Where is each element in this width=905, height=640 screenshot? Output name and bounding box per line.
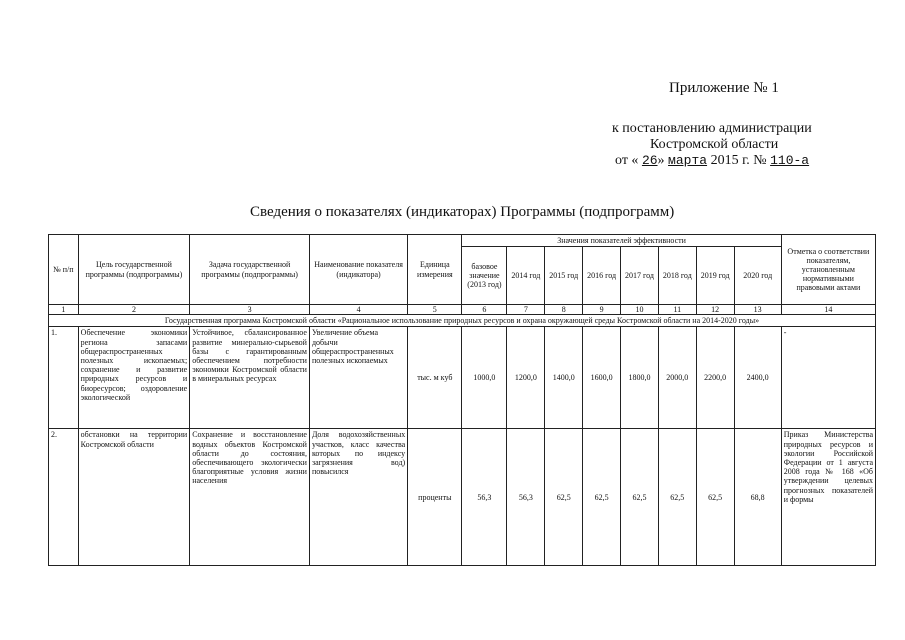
col-number: 11 — [658, 305, 696, 315]
col-number: 1 — [49, 305, 79, 315]
col-number: 3 — [190, 305, 310, 315]
row-value-2017: 1800,0 — [621, 327, 659, 429]
date-prefix: от « — [615, 153, 639, 168]
col-number: 4 — [309, 305, 407, 315]
indicators-table — [48, 234, 876, 566]
appendix-label: Приложение № 1 — [669, 80, 779, 96]
row-goal: обстановки на территории Костромской области — [78, 429, 190, 566]
row-unit: проценты — [408, 429, 462, 566]
row-mark: - — [781, 327, 875, 429]
row-value-2019: 62,5 — [696, 429, 734, 566]
row-value-2016: 62,5 — [583, 429, 621, 566]
col-number: 10 — [621, 305, 659, 315]
header-values-group: Значения показателей эффективности — [462, 235, 781, 247]
col-number: 8 — [545, 305, 583, 315]
decree-label: к постановлению администрации — [612, 121, 812, 136]
row-value-2016: 1600,0 — [583, 327, 621, 429]
header-unit: Единица измерения — [408, 235, 462, 305]
header-mark: Отметка о соответствии показателям, установленным нормативными правовыми актами — [781, 235, 875, 305]
col-number: 12 — [696, 305, 734, 315]
date-year: 2015 г. № — [710, 153, 767, 168]
row-value-2018: 62,5 — [658, 429, 696, 566]
table-row — [49, 327, 876, 429]
row-num: 1. — [49, 327, 79, 429]
row-unit: тыс. м куб — [408, 327, 462, 429]
region-label: Костромской области — [650, 137, 779, 152]
decree-date — [615, 153, 809, 169]
header-2020: 2020 год — [734, 247, 781, 305]
row-value-2017: 62,5 — [621, 429, 659, 566]
col-number: 6 — [462, 305, 507, 315]
row-value-2020: 2400,0 — [734, 327, 781, 429]
col-number: 5 — [408, 305, 462, 315]
date-day: 26 — [641, 153, 658, 168]
row-indicator: Доля водохозяйственных участков, класс качества которых по индексу загрязнения вод) повысился — [309, 429, 407, 566]
row-value-2014: 56,3 — [507, 429, 545, 566]
decree-number: 110-а — [770, 153, 810, 168]
row-value-2015: 62,5 — [545, 429, 583, 566]
row-value-2020: 68,8 — [734, 429, 781, 566]
col-number: 14 — [781, 305, 875, 315]
header-goal: Цель государственной программы (подпрограммы) — [78, 235, 190, 305]
row-value-base: 1000,0 — [462, 327, 507, 429]
col-number: 2 — [78, 305, 190, 315]
header-base: базовое значение (2013 год) — [462, 247, 507, 305]
header-2015: 2015 год — [545, 247, 583, 305]
row-task: Сохранение и восстановление водных объектов Костромской области до состояния, обеспечивающего экологически благоприятные условия жизни населения — [190, 429, 310, 566]
col-number: 7 — [507, 305, 545, 315]
header-task: Задача государственной программы (подпрограммы) — [190, 235, 310, 305]
header-2019: 2019 год — [696, 247, 734, 305]
row-num: 2. — [49, 429, 79, 566]
row-task: Устойчивое, сбалансированное развитие минерально-сырьевой базы с гарантированным обеспечением потребности экономики Костромской области в минеральных ресурсах — [190, 327, 310, 429]
date-month: марта — [668, 153, 708, 168]
date-mid: » — [657, 153, 665, 168]
header-2014: 2014 год — [507, 247, 545, 305]
row-goal: Обеспечение экономики региона запасами общераспространенных полезных ископаемых; сохранение и развитие природных ресурсов и биоресурсов; оздоровление экологической — [78, 327, 190, 429]
col-number: 9 — [583, 305, 621, 315]
header-num: № п/п — [49, 235, 79, 305]
row-value-base: 56,3 — [462, 429, 507, 566]
document-title: Сведения о показателях (индикаторах) Программы (подпрограмм) — [250, 204, 675, 220]
header-indicator: Наименование показателя (индикатора) — [309, 235, 407, 305]
row-value-2014: 1200,0 — [507, 327, 545, 429]
header-2018: 2018 год — [658, 247, 696, 305]
program-row: Государственная программа Костромской области «Рациональное использование природных ресурсов и охрана окружающей среды Костромской области на 2014-2020 годы» — [49, 315, 876, 327]
row-value-2018: 2000,0 — [658, 327, 696, 429]
header-2017: 2017 год — [621, 247, 659, 305]
row-mark: Приказ Министерства природных ресурсов и экологии Российской Федерации от 1 августа 2008 года № 168 «Об утверждении целевых прогнозных показателей и формы — [781, 429, 875, 566]
header-2016: 2016 год — [583, 247, 621, 305]
col-number: 13 — [734, 305, 781, 315]
row-value-2015: 1400,0 — [545, 327, 583, 429]
table-row — [49, 429, 876, 566]
row-value-2019: 2200,0 — [696, 327, 734, 429]
row-indicator: Увеличение объема добычи общераспространенных полезных ископаемых — [309, 327, 407, 429]
